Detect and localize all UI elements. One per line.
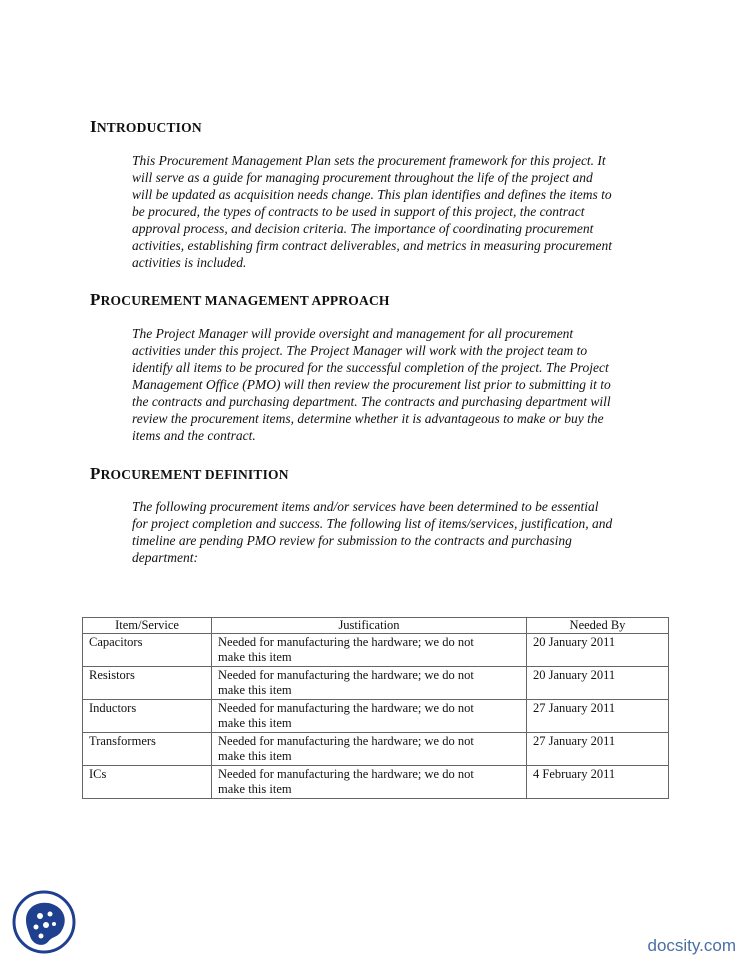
table-row (83, 733, 669, 766)
cell-justification: Needed for manufacturing the hardware; we do not make this item (212, 634, 527, 667)
cell-justification: Needed for manufacturing the hardware; we do not make this item (212, 700, 527, 733)
table-header-row (83, 618, 669, 634)
table-row (83, 667, 669, 700)
docsity-logo-icon[interactable] (12, 890, 76, 954)
cell-needed-by: 27 January 2011 (527, 700, 669, 733)
heading-introduction: INTRODUCTION (90, 117, 202, 136)
table-row (83, 634, 669, 667)
table-row (83, 766, 669, 799)
column-header-justification: Justification (212, 618, 527, 634)
heading-procurement-definition: PROCUREMENT DEFINITION (90, 464, 289, 483)
cell-justification: Needed for manufacturing the hardware; we do not make this item (212, 766, 527, 799)
cell-item: Inductors (83, 700, 212, 733)
procurement-table (82, 617, 669, 799)
cell-item: Resistors (83, 667, 212, 700)
cell-needed-by: 20 January 2011 (527, 667, 669, 700)
cell-item: Capacitors (83, 634, 212, 667)
docsity-watermark[interactable]: docsity.com (647, 936, 736, 955)
paragraph-procurement-definition: The following procurement items and/or services have been determined to be essential for project completion and success. The following list of items/services, justification, and timeline are pending PMO review for submission to the contracts and purchasing department: (132, 499, 613, 565)
cell-needed-by: 27 January 2011 (527, 733, 669, 766)
cell-justification: Needed for manufacturing the hardware; we do not make this item (212, 667, 527, 700)
paragraph-introduction: This Procurement Management Plan sets the procurement framework for this project. It will serve as a guide for managing procurement throughout the life of the project and will be updated as acquisition needs change. This plan identifies and defines the items to be procured, the types of contracts to be used in support of this project, the contract approval process, and decision criteria. The importance of coordinating procurement activities, establishing firm contract deliverables, and metrics in measuring procurement activities is included. (132, 153, 613, 270)
cell-justification: Needed for manufacturing the hardware; we do not make this item (212, 733, 527, 766)
cell-needed-by: 4 February 2011 (527, 766, 669, 799)
column-header-item-service: Item/Service (83, 618, 212, 634)
cell-needed-by: 20 January 2011 (527, 634, 669, 667)
heading-procurement-management-approach: PROCUREMENT MANAGEMENT APPROACH (90, 290, 390, 309)
paragraph-procurement-management-approach: The Project Manager will provide oversight and management for all procurement activities under this project. The Project Manager will work with the project team to identify all items to be procured for the successful completion of the project. The Project Management Office (PMO) will then review the procurement list prior to submitting it to the contracts and purchasing department. The contracts and purchasing department will review the procurement items, determine whether it is advantageous to make or buy the items and the contract. (132, 326, 611, 443)
table-row (83, 700, 669, 733)
cell-item: ICs (83, 766, 212, 799)
column-header-needed-by: Needed By (527, 618, 669, 634)
cell-item: Transformers (83, 733, 212, 766)
